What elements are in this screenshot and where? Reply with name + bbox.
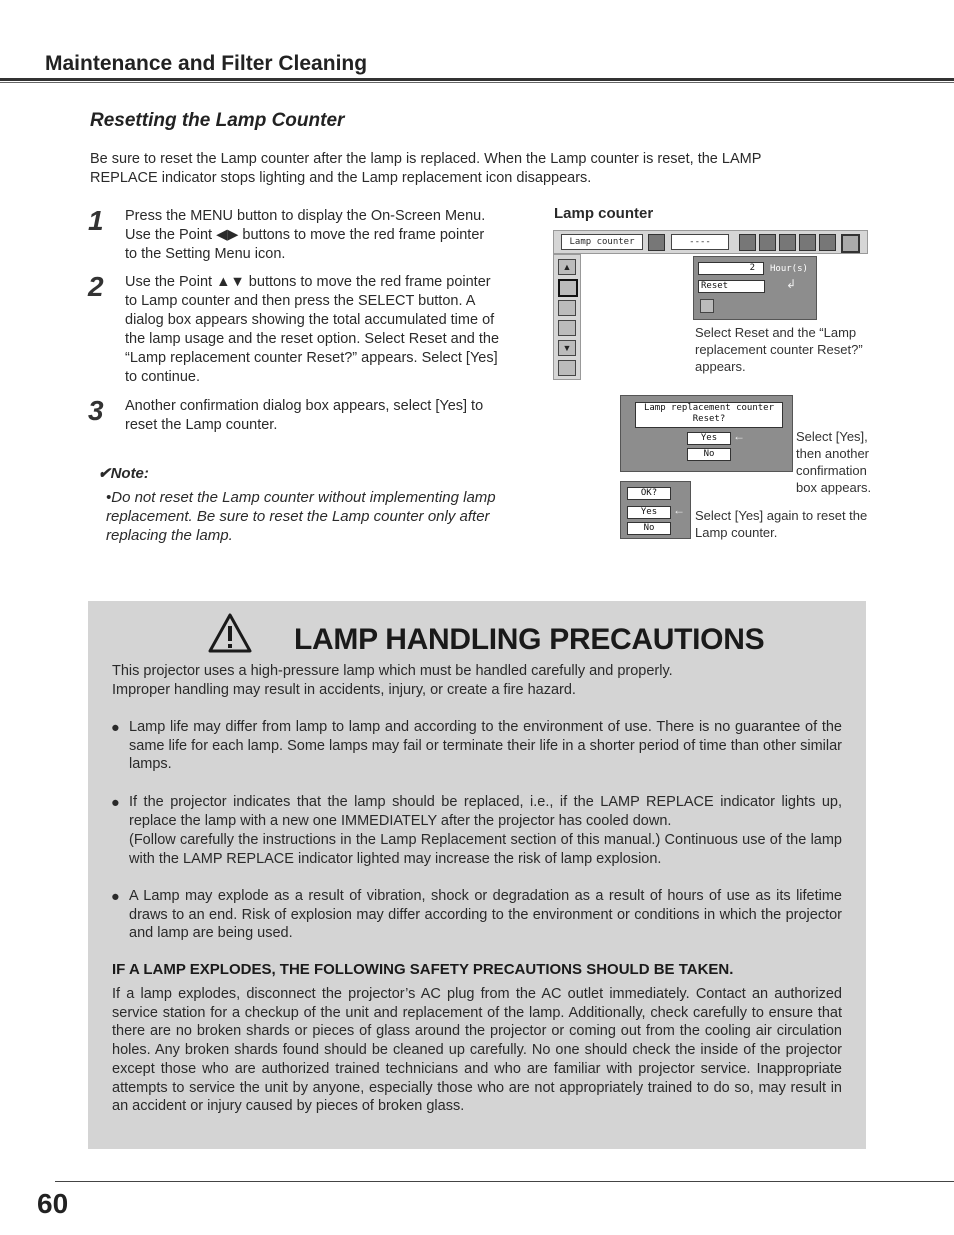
step-3-number: 3 (88, 395, 104, 426)
intro-paragraph: Be sure to reset the Lamp counter after the lamp is replaced. When the Lamp counter is reset, the LAMP REPLACE indicator stops lighting and the Lamp replacement icon disappears. (90, 151, 762, 186)
yes-option: Yes (627, 506, 671, 519)
yes-option: Yes (687, 432, 731, 445)
precautions-intro-line-1: This projector uses a high-pressure lamp which must be handled carefully and properly. (112, 663, 673, 679)
hours-unit: Hour(s) (770, 264, 808, 274)
explode-paragraph: If a lamp explodes, disconnect the projector’s AC plug from the AC outlet immediately. Contact an authorized service station for a checkup of the unit and replacement of the lamp. Additionally, check carefully to ensure that there are no broken shards or pieces of glass around the projector or coming out from the cooling air circulation holes. Any broken shards found should be cleaned up carefully. No one should check the inside of the projector except those who are authorized trained technicians and who are familiar with projector service. Inappropriate attempts to service the unit by anyone, especially those who are not appropriately trained to do so, may result in an accident or injury caused by pieces of broken glass. (112, 986, 842, 1115)
precaution-bullet-2-continued: (Follow carefully the instructions in the Lamp Replacement section of this manual.) Continuous use of the lamp with the LAMP REPLACE indicator lighted may increase the risk of lamp explosion. (129, 832, 842, 867)
exit-icon (700, 299, 714, 313)
osd-sidebar (553, 254, 581, 380)
confirm-message (635, 402, 783, 428)
menu-field-lamp-counter: Lamp counter (561, 234, 643, 250)
bullet-dot: ● (111, 795, 120, 811)
screen-icon (739, 234, 756, 251)
warning-icon (207, 612, 253, 654)
note-title: ✔Note: (98, 465, 149, 482)
reset-option: Reset (698, 280, 765, 293)
precaution-bullet-3: A Lamp may explode as a result of vibration, shock or degradation as a result of hours of use as its lifetime draws to an end. Risk of explosion may differ according to the environment or conditions in which the projector and lamp are being used. (129, 888, 842, 942)
header-rule (0, 78, 954, 81)
subsection-title: Resetting the Lamp Counter (90, 110, 345, 131)
menu-field-value: ---- (671, 234, 729, 250)
note-text: •Do not reset the Lamp counter without implementing lamp replacement. Be sure to reset the Lamp counter only after replacing the lamp. (106, 489, 496, 544)
exit-icon (558, 360, 576, 376)
precaution-bullet-1: Lamp life may differ from lamp to lamp and according to the environment of use. There is no guarantee of the same life for each lamp. Some lamps may fail or terminate their life in a shorter period of time than other similar lamps. (129, 719, 842, 773)
confirm-dialog (620, 395, 793, 472)
no-option: No (627, 522, 671, 535)
lamp-counter-dialog (693, 256, 817, 320)
step-2-number: 2 (88, 271, 104, 302)
step-2-text: Use the Point ▲▼ buttons to move the red frame pointer to Lamp counter and then press the SELECT button. A dialog box appears showing the total accumulated time of the lamp usage and the reset option. Select Reset and the “Lamp replacement counter Reset?” appears. Select [Yes] to continue. (125, 274, 500, 385)
precautions-intro-line-2: Improper handling may result in accidents, injury, or create a fire hazard. (112, 681, 576, 698)
up-arrow-icon: ▲ (558, 259, 576, 275)
header-rule-thin (0, 82, 954, 83)
image-icon (799, 234, 816, 251)
pointer-icon: ← (673, 503, 685, 517)
caption-2: Select [Yes], then another confirmation box appears. (796, 429, 872, 495)
step-1-number: 1 (88, 205, 104, 236)
input-icon (819, 234, 836, 251)
filter-icon (558, 300, 576, 316)
down-arrow-icon: ▼ (558, 340, 576, 356)
no-option: No (687, 448, 731, 461)
explode-heading: IF A LAMP EXPLODES, THE FOLLOWING SAFETY PRECAUTIONS SHOULD BE TAKEN. (112, 961, 734, 978)
precaution-bullet-2: If the projector indicates that the lamp should be replaced, i.e., if the LAMP REPLACE indicator lights up, replace the lamp with a new one IMMEDIATELY after the projector has cooled down. (129, 794, 842, 829)
hours-value: 2 (698, 262, 764, 275)
pointer-icon: ↲ (786, 277, 797, 291)
color-icon (759, 234, 776, 251)
bullet-dot: ● (111, 720, 120, 736)
tool-icon (558, 320, 576, 336)
caption-1: Select Reset and the “Lamp replacement counter Reset?” appears. (695, 325, 863, 374)
lamp-icon (648, 234, 665, 251)
bullet-dot: ● (111, 889, 120, 905)
sound-icon (779, 234, 796, 251)
footer-rule (55, 1181, 954, 1182)
step-3-text: Another confirmation dialog box appears, select [Yes] to reset the Lamp counter. (125, 398, 484, 433)
final-confirm-dialog (620, 481, 691, 539)
ok-prompt: OK? (627, 487, 671, 500)
precautions-title: LAMP HANDLING PRECAUTIONS (294, 623, 765, 656)
figure-label: Lamp counter (554, 205, 654, 222)
step-1-text: Press the MENU button to display the On-Screen Menu. Use the Point ◀▶ buttons to move the red frame pointer to the Setting Menu icon. (125, 208, 486, 262)
confirm-line-2: Reset? (692, 414, 726, 424)
caption-3: Select [Yes] again to reset the Lamp counter. (695, 508, 868, 540)
pointer-icon: ← (733, 429, 745, 443)
section-title: Maintenance and Filter Cleaning (45, 52, 368, 75)
lamp-counter-icon (558, 279, 578, 297)
setting-icon (841, 234, 860, 253)
page-number: 60 (37, 1188, 69, 1219)
osd-menu-bar (553, 230, 868, 254)
confirm-line-1: Lamp replacement counter (643, 403, 775, 413)
precautions-intro (112, 662, 852, 699)
